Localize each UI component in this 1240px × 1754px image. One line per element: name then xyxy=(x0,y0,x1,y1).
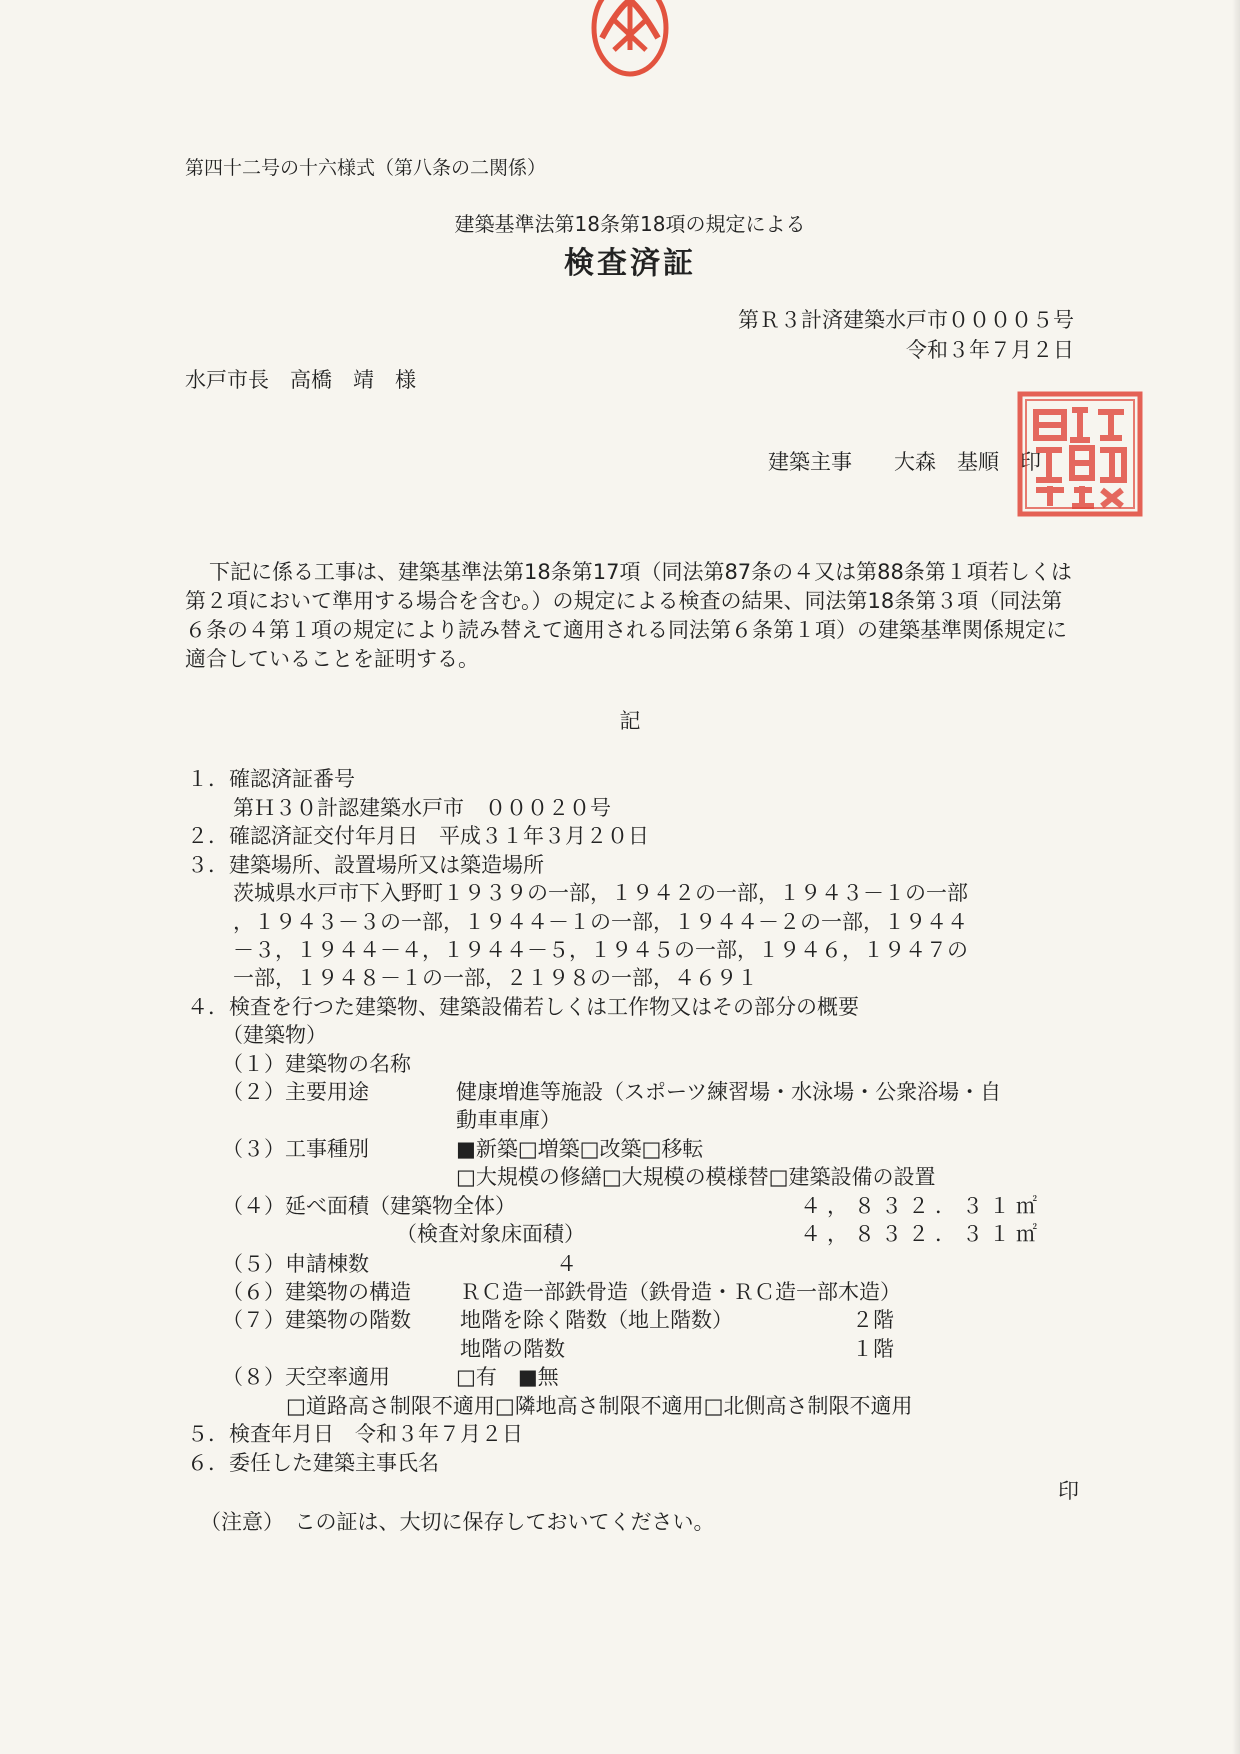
sub-item-1: （１）建築物の名称 xyxy=(222,1052,411,1076)
reference-number: 第Ｒ３計済建築水戸市００００５号 xyxy=(738,308,1074,332)
sub-item-2-label: （２）主要用途 xyxy=(222,1080,369,1104)
item-4-sub: （建築物） xyxy=(222,1023,327,1047)
sub-item-3-value-2: □大規模の修繕□大規模の模様替□建築設備の設置 xyxy=(456,1165,936,1189)
sub-item-5-label: （５）申請棟数 xyxy=(222,1252,369,1276)
item-5: ５．検査年月日 令和３年７月２日 xyxy=(187,1422,523,1446)
item-3-line-1: 茨城県水戸市下入野町１９３９の一部，１９４２の一部，１９４３－１の一部 xyxy=(233,881,968,905)
item-2: ２．確認済証交付年月日 平成３１年３月２０日 xyxy=(187,824,649,848)
certification-statement: 下記に係る工事は、建築基準法第18条第17項（同法第87条の４又は第88条第１項若しくは第２項において準用する場合を含む。）の規定による検査の結果、同法第18条第３項（同法第６条の４第１項の規定により読み替えて適用される同法第６条第１項）の建築基準関係規定に適合していることを証明する。 xyxy=(185,560,1072,671)
inspector-name: 建築主事 大森 基順 印 xyxy=(768,450,1041,474)
sub-item-8-label: （８）天空率適用 xyxy=(222,1365,390,1389)
height-restriction-options: □道路高さ制限不適用□隣地高さ制限不適用□北側高さ制限不適用 xyxy=(286,1394,913,1418)
addressee: 水戸市長 高橋 靖 様 xyxy=(185,368,416,392)
item-1-label: １．確認済証番号 xyxy=(187,767,355,791)
floors-above-label: 地階を除く階数（地上階数） xyxy=(460,1308,733,1332)
sub-item-3-value-1: ■新築□増築□改築□移転 xyxy=(456,1137,704,1161)
item-3-line-2: ，１９４３－３の一部，１９４４－１の一部，１９４４－２の一部，１９４４ xyxy=(233,910,968,934)
sky-ratio-value: □有 ■無 xyxy=(456,1365,559,1389)
issue-date: 令和３年７月２日 xyxy=(906,338,1074,362)
structure-type: ＲＣ造一部鉄骨造（鉄骨造・ＲＣ造一部木造） xyxy=(460,1280,901,1304)
sub-item-6-label: （６）建築物の構造 xyxy=(222,1280,411,1304)
item-6: ６．委任した建築主事氏名 xyxy=(187,1451,439,1475)
item-6-seal-mark: 印 xyxy=(1058,1479,1079,1503)
item-3-line-4: 一部，１９４８－１の一部，２１９８の一部，４６９１ xyxy=(233,966,758,990)
sub-item-7-label: （７）建築物の階数 xyxy=(222,1308,411,1332)
item-1-value: 第Ｈ３０計認建築水戸市 ０００２０号 xyxy=(233,796,611,820)
basement-floors-value: １階 xyxy=(852,1337,894,1361)
official-seal-icon xyxy=(1016,390,1144,518)
document-subtitle: 建築基準法第18条第18項の規定による xyxy=(454,212,806,236)
building-count: ４ xyxy=(556,1252,577,1276)
floors-above-value: ２階 xyxy=(852,1308,894,1332)
form-label: 第四十二号の十六様式（第八条の二関係） xyxy=(185,157,547,179)
item-4-label: ４．検査を行つた建築物、建築設備若しくは工作物又はその部分の概要 xyxy=(187,995,859,1019)
note: （注意） この証は、大切に保存しておいてください。 xyxy=(200,1510,715,1534)
sub-item-3-label: （３）工事種別 xyxy=(222,1137,369,1161)
sub-item-2-value-1: 健康増進等施設（スポーツ練習場・水泳場・公衆浴場・自 xyxy=(456,1080,1002,1104)
item-3-label: ３．建築場所、設置場所又は築造場所 xyxy=(187,853,544,877)
ki-heading: 記 xyxy=(619,709,641,733)
inspected-floor-area: ４，８３２．３１㎡ xyxy=(800,1222,1043,1246)
top-seal-icon xyxy=(588,0,672,80)
document-title: 検査済証 xyxy=(564,246,696,281)
total-floor-area: ４，８３２．３１㎡ xyxy=(800,1194,1043,1218)
sub-item-2-value-2: 動車車庫） xyxy=(456,1108,561,1132)
sub-item-4-label-2: （検査対象床面積） xyxy=(396,1222,585,1246)
sub-item-4-label: （４）延べ面積（建築物全体） xyxy=(222,1194,516,1218)
item-3-line-3: －３，１９４４－４，１９４４－５，１９４５の一部，１９４６，１９４７の xyxy=(233,938,968,962)
basement-floors-label: 地階の階数 xyxy=(460,1337,565,1361)
